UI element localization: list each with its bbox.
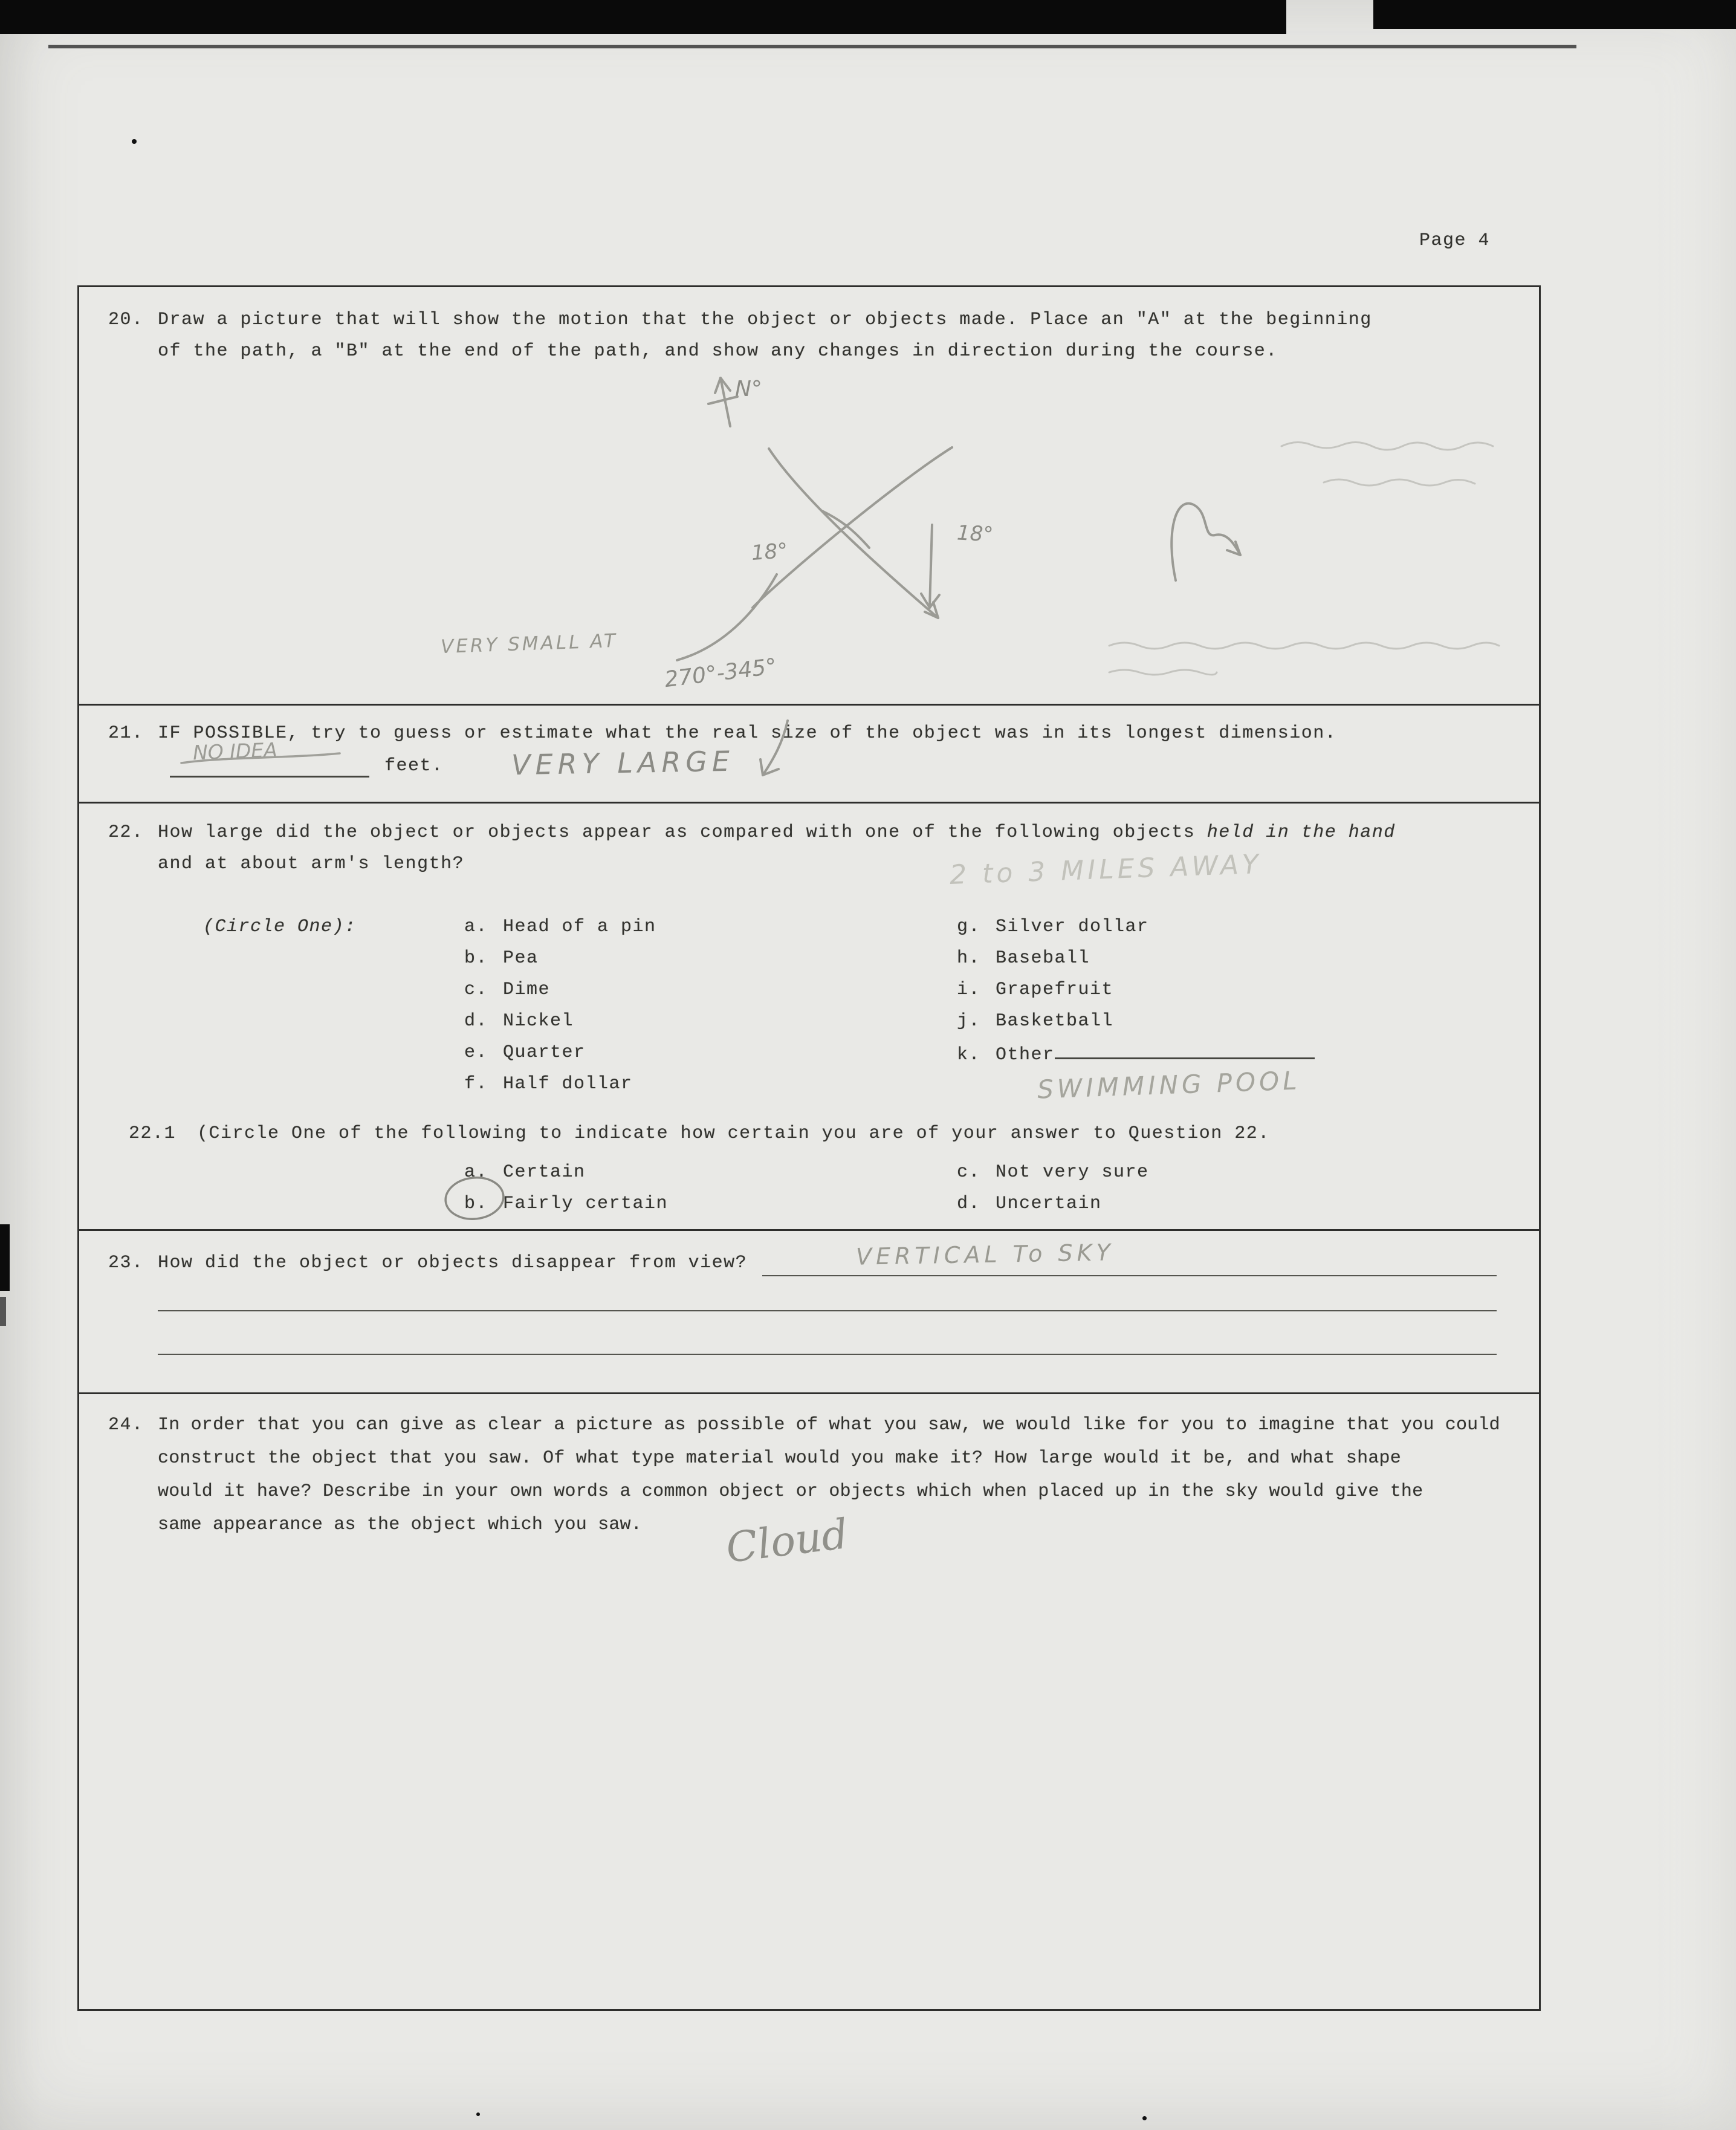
q22-option-e (464, 1037, 656, 1068)
q22-option-c-letter: c. (464, 979, 488, 1000)
q22-option-a-letter: a. (464, 917, 488, 937)
question-24-handwritten-answer: Cloud (723, 1510, 851, 1573)
question-22-1-options-right (957, 1157, 1149, 1219)
question-22-text-line1b: held in the hand (1206, 822, 1396, 843)
question-22-number: 22. (108, 822, 144, 843)
q22-option-b-label: Pea (503, 948, 539, 969)
question-20-number: 20. (108, 310, 144, 330)
q22-option-a-label: Head of a pin (503, 917, 656, 937)
question-23-answer-line-2 (158, 1310, 1497, 1311)
q22-option-d-letter: d. (464, 1011, 488, 1031)
question-22-options-right (957, 911, 1315, 1068)
q22-option-i (957, 974, 1315, 1005)
question-23-answer-line-1 (762, 1275, 1497, 1276)
q22-option-h-letter: h. (957, 948, 981, 969)
section-divider (77, 1392, 1541, 1394)
question-20-text-line2: of the path, a "B" at the end of the path, and show any changes in direction during the course. (158, 341, 1278, 362)
q22-1-option-c-label: Not very sure (996, 1162, 1149, 1183)
q22-option-a (464, 911, 656, 943)
scan-edge-blob (0, 1224, 10, 1291)
q22-1-option-d (957, 1188, 1149, 1219)
scan-speck (476, 2112, 480, 2116)
q22-1-option-c-letter: c. (957, 1162, 981, 1183)
q22-option-g (957, 911, 1315, 943)
sketch-size-note: VERY SMALL AT (440, 629, 618, 658)
section-divider (77, 704, 1541, 706)
scan-edge-bar-right (1373, 0, 1736, 29)
question-22-other-handwritten-answer: SWIMMING POOL (1037, 1065, 1301, 1105)
question-22-options-left (464, 911, 656, 1100)
section-divider (77, 802, 1541, 804)
q22-option-k (957, 1037, 1315, 1068)
question-23-text: How did the object or objects disappear from view? (158, 1253, 748, 1273)
sketch-angle-right-label: 18° (956, 521, 994, 547)
q22-option-k-letter: k. (957, 1045, 981, 1065)
question-24-number: 24. (108, 1415, 144, 1435)
question-23-handwritten-answer: VERTICAL To SKY (855, 1239, 1115, 1270)
scan-edge-line (48, 45, 1576, 48)
q22-1-option-c (957, 1157, 1149, 1188)
q22-1-option-d-letter: d. (957, 1193, 981, 1214)
section-divider (77, 1229, 1541, 1231)
q22-option-d-label: Nickel (503, 1011, 574, 1031)
question-24-text-line2: construct the object that you saw. Of what type material would you make it? How large would it be, and what shape (158, 1448, 1401, 1469)
q22-option-f-letter: f. (464, 1074, 488, 1094)
q22-option-k-label: Other (996, 1045, 1055, 1065)
q22-1-option-a-letter: a. (464, 1162, 488, 1183)
scan-speck (132, 139, 137, 144)
q22-1-option-a (464, 1157, 668, 1188)
q22-option-i-label: Grapefruit (996, 979, 1114, 1000)
q22-1-option-b-label: Fairly certain (503, 1193, 669, 1214)
question-21-answer-blank-line (170, 776, 369, 778)
q22-option-f-label: Half dollar (503, 1074, 633, 1094)
questionnaire-form (77, 285, 1541, 2011)
q22-option-g-letter: g. (957, 917, 981, 937)
question-21-number: 21. (108, 723, 144, 744)
q22-option-d (464, 1005, 656, 1037)
question-23-number: 23. (108, 1253, 144, 1273)
q22-option-e-letter: e. (464, 1042, 488, 1063)
question-21-text: IF POSSIBLE, try to guess or estimate what the real size of the object was in its longest dimension. (158, 723, 1337, 744)
q22-other-blank-line (1055, 1037, 1315, 1059)
q22-option-c (464, 974, 656, 1005)
question-21-handwritten-answer: NO IDEA (192, 738, 278, 765)
q22-1-option-a-label: Certain (503, 1162, 586, 1183)
question-22-text-line2: and at about arm's length? (158, 854, 465, 874)
question-22-text-line1 (158, 817, 1396, 848)
q22-1-option-b (464, 1188, 668, 1219)
page-number: Page 4 (1419, 230, 1491, 251)
q22-1-option-b-letter: b. (464, 1193, 488, 1214)
q22-option-i-letter: i. (957, 979, 981, 1000)
q22-option-f (464, 1068, 656, 1100)
q22-option-j-letter: j. (957, 1011, 981, 1031)
question-24-text-line1: In order that you can give as clear a picture as possible of what you saw, we would like for you to imagine that you could (158, 1415, 1500, 1435)
circle-one-label: (Circle One): (203, 917, 357, 937)
q22-1-option-d-label: Uncertain (996, 1193, 1102, 1214)
question-22-1-text: (Circle One of the following to indicate how certain you are of your answer to Question 22. (197, 1123, 1270, 1144)
question-24-text-line3: would it have? Describe in your own words a common object or objects which when placed up in the sky would give the (158, 1481, 1423, 1502)
q22-option-e-label: Quarter (503, 1042, 586, 1063)
q22-option-b-letter: b. (464, 948, 488, 969)
sketch-bearing-label: 270°-345° (663, 654, 779, 693)
question-22-distance-note: 2 to 3 MILES AWAY (949, 848, 1263, 891)
question-21-feet-label: feet. (384, 756, 444, 776)
q22-option-g-label: Silver dollar (996, 917, 1149, 937)
q22-option-j (957, 1005, 1315, 1037)
sketch-angle-left-label: 18° (750, 538, 789, 566)
q22-option-j-label: Basketball (996, 1011, 1114, 1031)
scan-edge-bar-left (0, 0, 1286, 34)
question-22-text-line1a: How large did the object or objects appear as compared with one of the following objects (158, 822, 1207, 843)
q22-option-h (957, 943, 1315, 974)
scan-speck (1142, 2116, 1147, 2120)
q22-option-b (464, 943, 656, 974)
question-22-1-options-left (464, 1157, 668, 1219)
question-24-text-line4: same appearance as the object which you saw. (158, 1515, 642, 1535)
q22-option-c-label: Dime (503, 979, 551, 1000)
question-23-answer-line-3 (158, 1354, 1497, 1355)
scan-edge-blob-small (0, 1297, 6, 1326)
question-22-1-number: 22.1 (129, 1123, 177, 1144)
question-20-text-line1: Draw a picture that will show the motion that the object or objects made. Place an "A" at the beginning (158, 310, 1372, 330)
question-21-handwritten-note: VERY LARGE (511, 744, 735, 782)
sketch-north-label: N° (735, 377, 762, 401)
q22-option-h-label: Baseball (996, 948, 1090, 969)
